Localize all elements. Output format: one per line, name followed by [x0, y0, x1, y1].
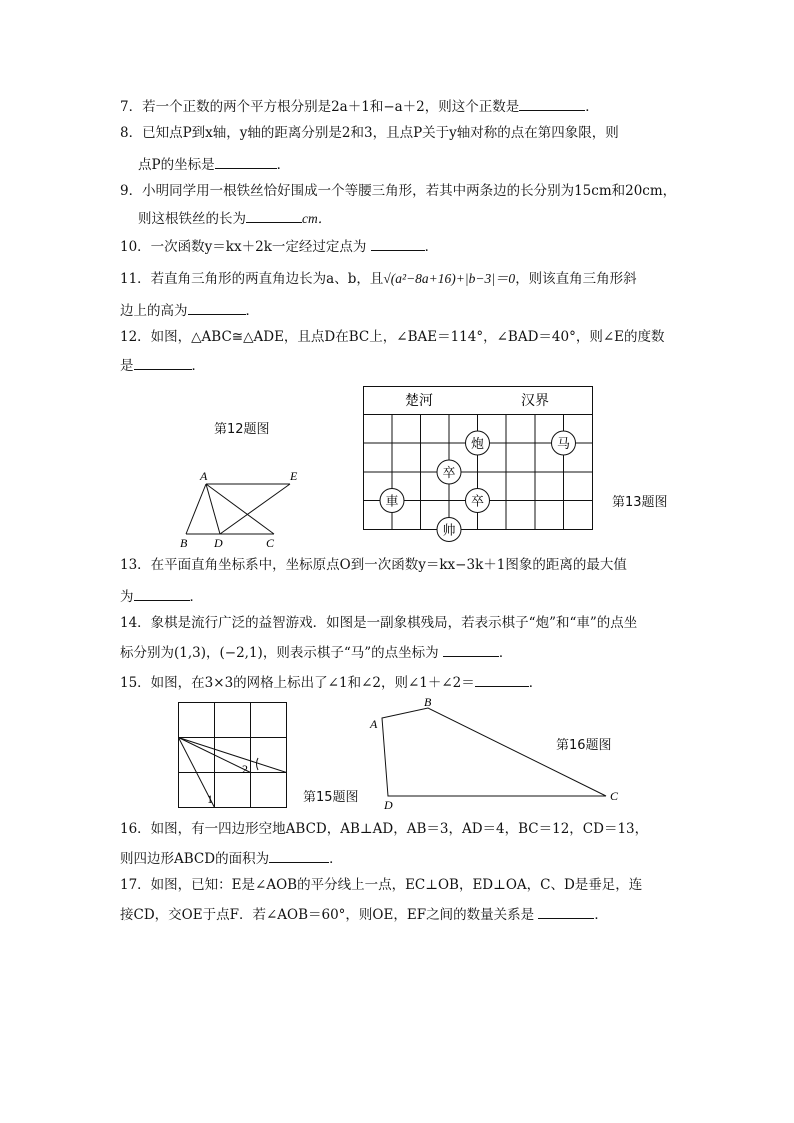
segment-DE — [220, 484, 290, 534]
period: ． — [585, 99, 599, 115]
question-16-line1 — [120, 820, 648, 838]
piece-ma-label: 马 — [556, 436, 571, 451]
question-9-line2 — [138, 208, 331, 228]
question-12-text-2: 是 — [120, 358, 134, 374]
question-11-text-1: 11．若直角三角形的两直角边长为a、b，且 — [120, 271, 384, 287]
question-14-line2 — [120, 642, 512, 662]
answer-blank-8[interactable] — [215, 154, 277, 169]
river-label-chuhe: 楚河 — [405, 393, 433, 409]
period: ． — [191, 358, 205, 374]
piece-zu-2-label: 卒 — [470, 493, 485, 509]
question-8-text-2: 点P的坐标是 — [138, 157, 215, 173]
answer-blank-7[interactable] — [519, 96, 585, 111]
question-15 — [120, 672, 542, 692]
label-D: D — [214, 536, 223, 550]
answer-blank-11[interactable] — [188, 300, 246, 315]
question-13-text-1: 13．在平面直角坐标系中，坐标原点O到一次函数y＝kx−3k＋1图象的距离的最大值 — [120, 557, 627, 573]
question-12-text-1: 12．如图，△ABC≅△ADE，且点D在BC上，∠BAE＝114°，∠BAD＝40°，则∠E的度数 — [120, 329, 665, 345]
question-14-text-1: 14．象棋是流行广泛的益智游戏．如图是一副象棋残局，若表示棋子“炮”和“車”的点坐 — [120, 615, 638, 631]
question-12-line1 — [120, 328, 665, 346]
fig13-chessboard — [355, 380, 605, 546]
answer-blank-13[interactable] — [134, 586, 190, 601]
question-17-line1 — [120, 876, 642, 894]
period: ． — [498, 645, 513, 661]
period: ． — [329, 851, 343, 867]
period: ． — [424, 239, 439, 255]
piece-ju-label: 車 — [385, 493, 399, 509]
question-14-text-2: 标分别为(1,3)，(−2,1)，则表示棋子“马”的点坐标为 — [120, 645, 439, 661]
question-10-text: 10．一次函数y＝kx＋2k一定经过定点为 — [120, 239, 367, 255]
fig16-quadrilateral — [362, 695, 632, 813]
question-10 — [120, 236, 438, 256]
question-13-text-2: 为 — [120, 589, 134, 605]
question-11-text-1b: ，则该直角三角形斜 — [515, 271, 637, 287]
question-9-text-2: 则这根铁丝的长为 — [138, 211, 246, 227]
question-11-line1 — [120, 270, 637, 288]
fig15-grid — [176, 700, 290, 812]
diagonal-line-1 — [179, 738, 287, 773]
question-17-line2 — [120, 904, 608, 924]
question-17-text-1: 17．如图，已知：E是∠AOB的平分线上一点，EC⊥OB，ED⊥OA，C、D是垂足，连 — [120, 877, 643, 893]
question-12-line2 — [120, 355, 205, 375]
period: ． — [276, 157, 291, 173]
piece-shuai-label: 帅 — [442, 522, 456, 538]
answer-blank-17[interactable] — [538, 904, 594, 919]
fig12-triangles — [170, 462, 320, 552]
label-D: D — [384, 798, 393, 812]
piece-pao-label: 炮 — [470, 436, 485, 451]
fig13-caption: 第13题图 — [612, 495, 668, 510]
radical-expression: √(a²−8a+16)+|b−3|＝0 — [383, 271, 516, 286]
unit-cm: cm． — [302, 211, 332, 226]
question-7 — [120, 96, 599, 116]
segment-AD — [206, 484, 220, 534]
angle-2-label: 2 — [242, 762, 248, 776]
question-7-text: 7．若一个正数的两个平方根分别是2a＋1和−a＋2，则这个正数是 — [120, 99, 520, 115]
question-9-line1 — [120, 182, 676, 200]
label-A: A — [370, 717, 378, 731]
answer-blank-15[interactable] — [475, 672, 529, 687]
question-11-text-2: 边上的高为 — [120, 303, 188, 319]
fig15-caption: 第15题图 — [303, 790, 359, 805]
question-11-line2 — [120, 300, 259, 320]
question-13-line1 — [120, 556, 627, 574]
question-16-line2 — [120, 848, 343, 868]
label-A: A — [200, 469, 208, 483]
question-9-text-1: 9．小明同学用一根铁丝恰好围成一个等腰三角形，若其中两条边的长分别为15cm和20cm， — [120, 183, 677, 199]
answer-blank-10[interactable] — [371, 236, 425, 251]
question-17-text-2: 接CD，交OE于点F．若∠AOB＝60°，则OE，EF之间的数量关系是 — [120, 907, 535, 923]
question-14-line1 — [120, 614, 637, 632]
label-B: B — [180, 536, 188, 550]
label-E: E — [290, 469, 298, 483]
segment-AC — [206, 484, 274, 534]
period: ． — [245, 303, 259, 319]
question-13-line2 — [120, 586, 203, 606]
question-8-line2 — [138, 154, 290, 174]
fig16-caption: 第16题图 — [556, 738, 612, 753]
answer-blank-14[interactable] — [443, 642, 499, 657]
river-label-hanjie: 汉界 — [521, 393, 549, 409]
question-16-text-2: 则四边形ABCD的面积为 — [120, 851, 270, 867]
answer-blank-16[interactable] — [269, 848, 329, 863]
segment-AB — [186, 484, 206, 534]
label-B: B — [424, 695, 432, 709]
label-C: C — [610, 789, 619, 803]
answer-blank-12[interactable] — [134, 355, 192, 370]
question-16-text-1: 16．如图，有一四边形空地ABCD，AB⊥AD，AB＝3，AD＝4，BC＝12，CD＝13， — [120, 821, 649, 837]
fig12-caption: 第12题图 — [214, 422, 270, 437]
period: ． — [189, 589, 203, 605]
question-8-line1 — [120, 124, 619, 142]
question-15-text: 15．如图，在3×3的网格上标出了∠1和∠2，则∠1＋∠2＝ — [120, 675, 475, 691]
question-8-text-1: 8．已知点P到x轴，y轴的距离分别是2和3，且点P关于y轴对称的点在第四象限，则 — [120, 125, 619, 141]
period: ． — [528, 675, 543, 691]
label-C: C — [266, 536, 275, 550]
angle-2-arc — [257, 758, 259, 770]
answer-blank-9[interactable] — [246, 208, 302, 223]
period: ． — [594, 907, 608, 923]
angle-1-label: 1 — [207, 792, 213, 806]
piece-zu-1-label: 卒 — [442, 465, 456, 480]
